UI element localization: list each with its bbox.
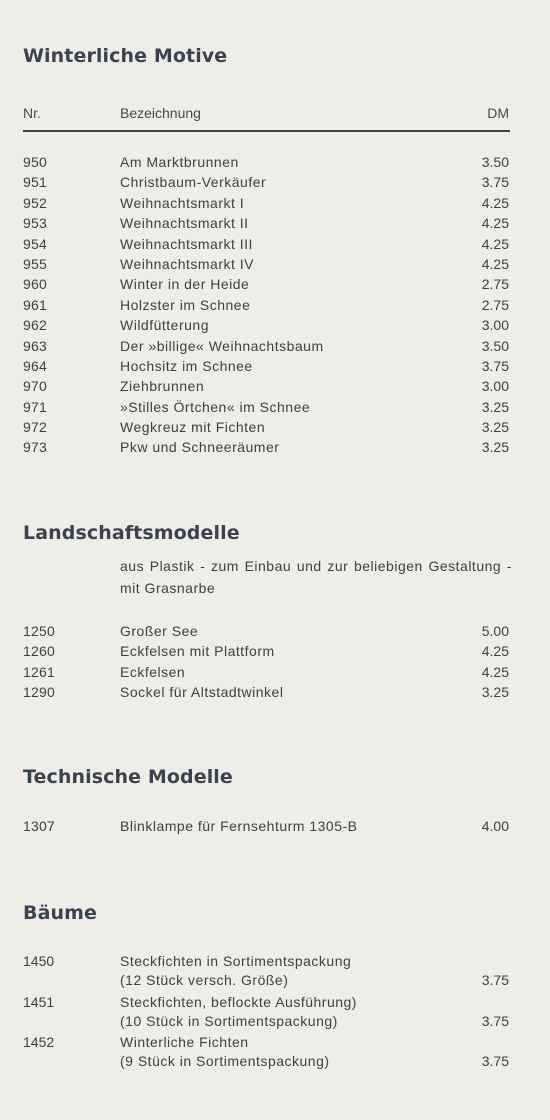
table-row bbox=[0, 682, 550, 702]
landscape-description: aus Plastik - zum Einbau und zur beliebigen Gestaltung - mit Grasnarbe bbox=[120, 558, 512, 596]
item-price: 3.25 bbox=[481, 684, 509, 701]
item-price: 3.00 bbox=[481, 317, 509, 334]
item-number: 950 bbox=[23, 154, 47, 170]
item-number: 960 bbox=[23, 276, 47, 293]
table-row bbox=[0, 1032, 550, 1073]
item-name: Holzster im Schnee bbox=[120, 296, 251, 313]
item-name: Weihnachtsmarkt IV bbox=[120, 255, 255, 272]
item-name: Steckfichten, beflockte Ausführung) bbox=[120, 993, 357, 1010]
item-number: 1290 bbox=[23, 684, 55, 701]
item-price: 3.50 bbox=[481, 154, 509, 170]
item-number: 1261 bbox=[23, 663, 55, 680]
item-price: 3.75 bbox=[481, 1053, 509, 1069]
table-row bbox=[0, 274, 550, 294]
table-row bbox=[0, 193, 550, 213]
section-title-winter: Winterliche Motive bbox=[23, 45, 228, 67]
item-number: 955 bbox=[23, 255, 47, 272]
item-price: 3.75 bbox=[481, 1012, 509, 1029]
table-row bbox=[0, 172, 550, 192]
table-header bbox=[0, 105, 550, 125]
table-row bbox=[0, 816, 550, 836]
item-price: 2.75 bbox=[481, 296, 509, 313]
item-number: 963 bbox=[23, 337, 47, 354]
item-name: Weihnachtsmarkt I bbox=[120, 194, 245, 211]
item-name: Großer See bbox=[120, 623, 199, 639]
item-number: 954 bbox=[23, 235, 47, 252]
item-price: 4.25 bbox=[481, 215, 509, 232]
table-row bbox=[0, 417, 550, 437]
item-name: Weihnachtsmarkt III bbox=[120, 235, 253, 252]
header-rule bbox=[23, 130, 510, 132]
item-number: 1260 bbox=[23, 643, 55, 660]
table-row bbox=[0, 152, 550, 172]
winter-list bbox=[0, 152, 550, 458]
item-name: Der »billige« Weihnachtsbaum bbox=[120, 337, 324, 354]
item-detail: (10 Stück in Sortimentspackung) bbox=[120, 1012, 338, 1029]
table-row bbox=[0, 621, 550, 641]
item-name: Eckfelsen mit Plattform bbox=[120, 643, 275, 660]
item-price: 3.75 bbox=[481, 972, 509, 988]
table-row bbox=[0, 992, 550, 1033]
item-name: Wegkreuz mit Fichten bbox=[120, 419, 266, 436]
item-number: 1452 bbox=[23, 1034, 55, 1050]
item-number: 961 bbox=[23, 296, 47, 313]
item-price: 3.25 bbox=[481, 398, 509, 415]
item-number: 972 bbox=[23, 419, 47, 436]
item-name: Steckfichten in Sortimentspackung bbox=[120, 953, 352, 969]
trees-list bbox=[0, 951, 550, 1073]
item-number: 973 bbox=[23, 439, 47, 456]
item-name: Hochsitz im Schnee bbox=[120, 357, 253, 374]
item-price: 3.75 bbox=[481, 174, 509, 191]
item-number: 970 bbox=[23, 378, 47, 395]
item-name: Sockel für Altstadtwinkel bbox=[120, 684, 284, 701]
item-price: 4.25 bbox=[481, 255, 509, 272]
table-row bbox=[0, 437, 550, 457]
table-row bbox=[0, 336, 550, 356]
item-number: 951 bbox=[23, 174, 47, 191]
item-price: 4.25 bbox=[481, 235, 509, 252]
table-row bbox=[0, 315, 550, 335]
item-price: 3.75 bbox=[481, 357, 509, 374]
item-name: »Stilles Örtchen« im Schnee bbox=[120, 398, 311, 415]
item-price: 3.50 bbox=[481, 337, 509, 354]
landscape-list bbox=[0, 621, 550, 703]
table-row bbox=[0, 213, 550, 233]
item-price: 5.00 bbox=[481, 623, 509, 639]
item-detail: (9 Stück in Sortimentspackung) bbox=[120, 1053, 330, 1069]
item-price: 2.75 bbox=[481, 276, 509, 293]
item-price: 3.25 bbox=[481, 439, 509, 456]
item-number: 1451 bbox=[23, 993, 55, 1010]
item-price: 4.00 bbox=[481, 818, 509, 834]
item-number: 1450 bbox=[23, 953, 55, 969]
item-number: 1307 bbox=[23, 818, 55, 834]
technical-list bbox=[0, 816, 550, 836]
table-row bbox=[0, 254, 550, 274]
item-name: Wildfütterung bbox=[120, 317, 209, 334]
item-name: Winterliche Fichten bbox=[120, 1034, 249, 1050]
section-title-technical: Technische Modelle bbox=[23, 766, 233, 788]
item-price: 4.25 bbox=[481, 663, 509, 680]
table-row bbox=[0, 662, 550, 682]
item-name: Blinklampe für Fernsehturm 1305-B bbox=[120, 818, 358, 834]
header-name: Bezeichnung bbox=[120, 105, 201, 121]
section-title-trees: Bäume bbox=[23, 902, 98, 924]
table-row bbox=[0, 234, 550, 254]
item-number: 952 bbox=[23, 194, 47, 211]
item-name: Pkw und Schneeräumer bbox=[120, 439, 280, 456]
item-name: Winter in der Heide bbox=[120, 276, 250, 293]
item-name: Am Marktbrunnen bbox=[120, 154, 239, 170]
table-row bbox=[0, 641, 550, 661]
item-number: 962 bbox=[23, 317, 47, 334]
item-number: 953 bbox=[23, 215, 47, 232]
item-price: 3.25 bbox=[481, 419, 509, 436]
item-name: Ziehbrunnen bbox=[120, 378, 205, 395]
item-price: 4.25 bbox=[481, 643, 509, 660]
table-row bbox=[0, 376, 550, 396]
header-dm: DM bbox=[487, 105, 509, 121]
table-row bbox=[0, 951, 550, 992]
item-name: Weihnachtsmarkt II bbox=[120, 215, 249, 232]
item-detail: (12 Stück versch. Größe) bbox=[120, 972, 289, 988]
item-price: 3.00 bbox=[481, 378, 509, 395]
item-number: 964 bbox=[23, 357, 47, 374]
item-price: 4.25 bbox=[481, 194, 509, 211]
header-nr: Nr. bbox=[23, 105, 41, 121]
table-row bbox=[0, 295, 550, 315]
item-name: Christbaum-Verkäufer bbox=[120, 174, 267, 191]
table-row bbox=[0, 356, 550, 376]
item-number: 971 bbox=[23, 398, 47, 415]
item-name: Eckfelsen bbox=[120, 663, 186, 680]
table-row bbox=[0, 397, 550, 417]
item-number: 1250 bbox=[23, 623, 55, 639]
section-title-landscape: Landschaftsmodelle bbox=[23, 522, 240, 544]
